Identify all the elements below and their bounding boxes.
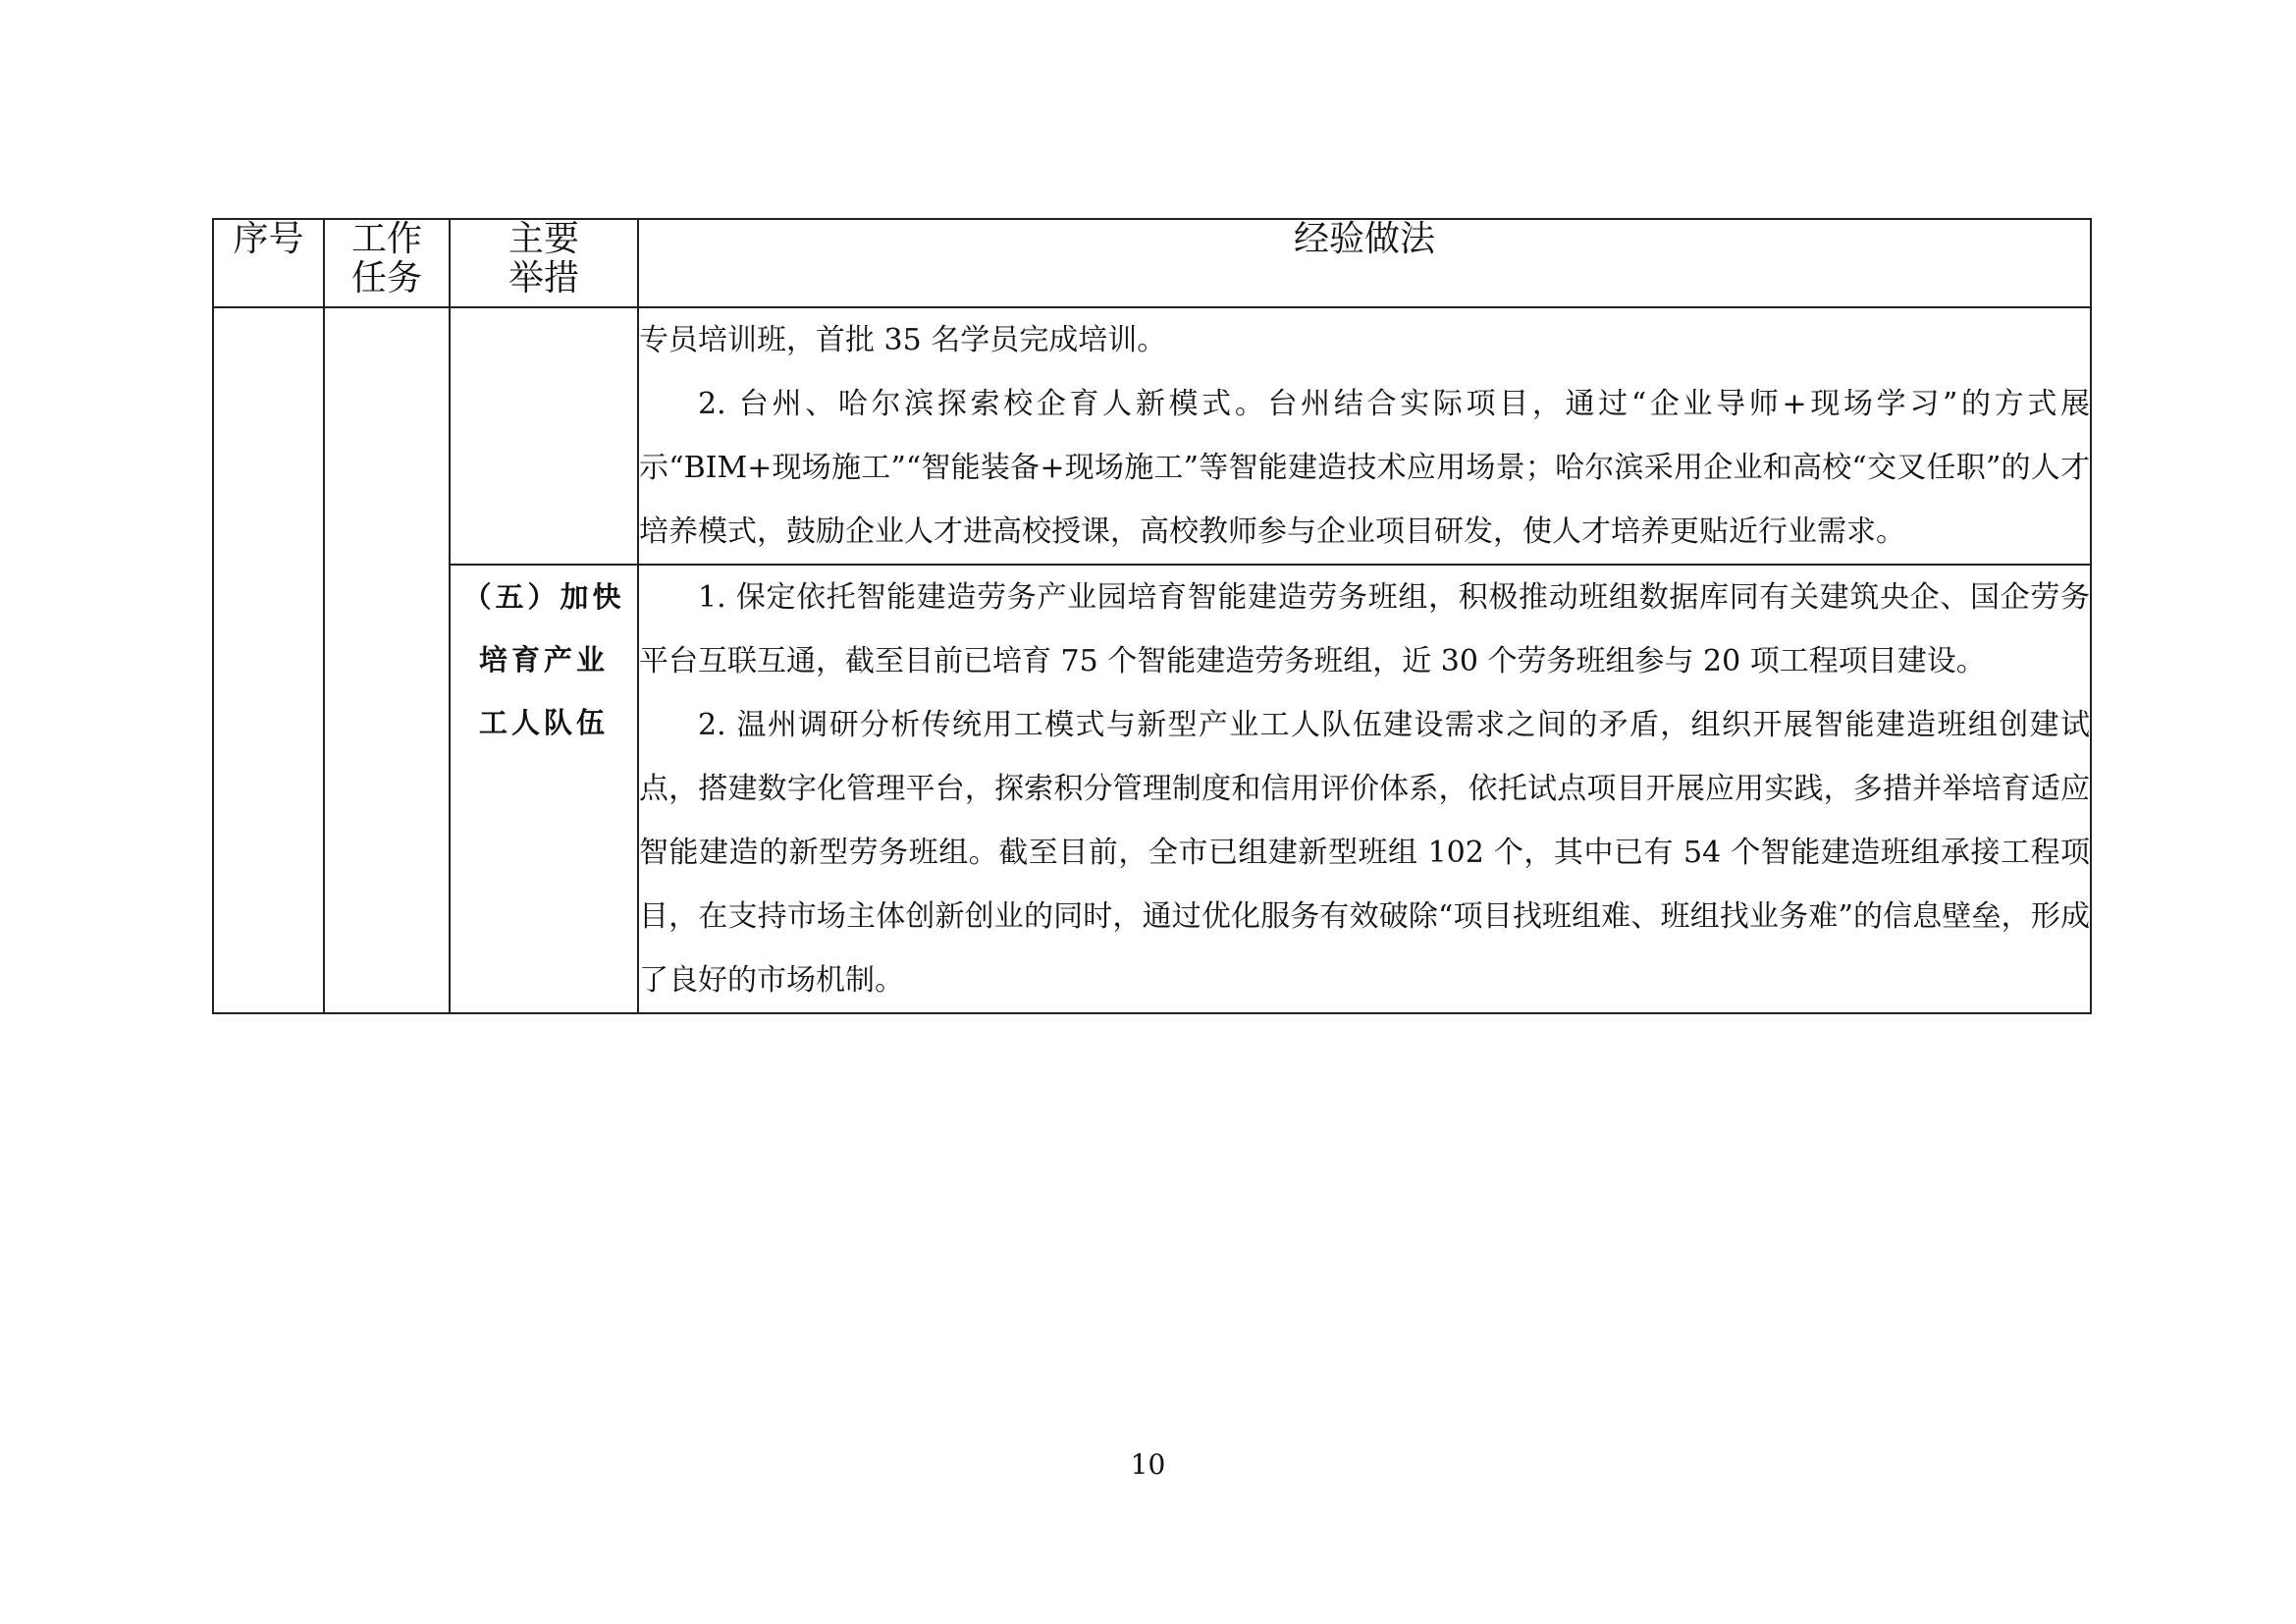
table-row [213, 565, 2091, 1013]
header-index-label: 序号 [233, 219, 304, 259]
measure-line: 培育产业 [478, 643, 609, 677]
header-row [213, 219, 2091, 307]
measure-cell [450, 565, 638, 1013]
header-measure-line2: 举措 [507, 258, 579, 298]
header-task-line2: 任务 [350, 258, 422, 298]
measure-line: 工人队伍 [478, 706, 609, 739]
table-row [213, 307, 2091, 565]
task-cell [324, 307, 450, 1013]
header-measure [450, 219, 638, 307]
page-number: 10 [1130, 1448, 1166, 1481]
index-cell [213, 307, 324, 1013]
practice-paragraph: 1. 保定依托智能建造劳务产业园培育智能建造劳务班组，积极推动班组数据库同有关建筑央企、国企劳务平台互联互通，截至目前已培育 75 个智能建造劳务班组，近 30 个劳务班组参与 20 项工程项目建设。 [639, 580, 2090, 678]
header-practice-label: 经验做法 [1293, 219, 1435, 259]
header-practice [638, 219, 2091, 307]
practice-table [212, 218, 2092, 1014]
measure-line: （五）加快 [462, 580, 625, 614]
header-measure-line1: 主要 [507, 219, 579, 259]
header-task [324, 219, 450, 307]
practice-cell [638, 307, 2091, 565]
measure-cell [450, 307, 638, 565]
practice-paragraph: 专员培训班，首批 35 名学员完成培训。 [639, 323, 1167, 357]
practice-paragraph: 2. 温州调研分析传统用工模式与新型产业工人队伍建设需求之间的矛盾，组织开展智能建造班组创建试点，搭建数字化管理平台，探索积分管理制度和信用评价体系，依托试点项目开展应用实践，多措并举培育适应智能建造的新型劳务班组。截至目前，全市已组建新型班组 102 个，其中已有 54 个智能建造班组承接工程项目，在支持市场主体创新创业的同时，通过优化服务有效破除“项目找班组难、班组找业务难”的信息壁垒，形成了良好的市场机制。 [639, 708, 2090, 998]
header-task-line1: 工作 [350, 219, 422, 259]
practice-cell [638, 565, 2091, 1013]
practice-paragraph: 2. 台州、哈尔滨探索校企育人新模式。台州结合实际项目，通过“企业导师+现场学习”的方式展示“BIM+现场施工”“智能装备+现场施工”等智能建造技术应用场景；哈尔滨采用企业和高校“交叉任职”的人才培养模式，鼓励企业人才进高校授课，高校教师参与企业项目研发，使人才培养更贴近行业需求。 [639, 387, 2090, 549]
header-index [213, 219, 324, 307]
